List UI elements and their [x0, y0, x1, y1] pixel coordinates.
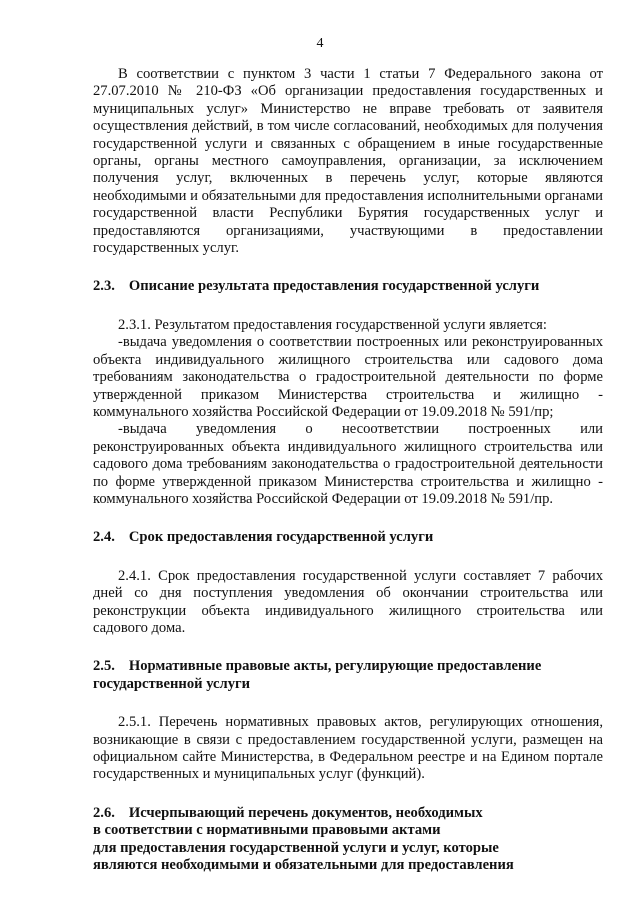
- page-number: 4: [316, 36, 324, 51]
- document-body: [93, 66, 603, 874]
- section-2-5-number: 2.5.: [93, 658, 115, 675]
- section-2-3-title: Описание результата предоставления государственной услуги: [128, 278, 540, 295]
- section-2-6-title-line-1: Исчерпывающий перечень документов, необходимых: [128, 804, 483, 821]
- section-2-6-heading: [93, 805, 603, 875]
- section-2-6-title-line-4: являются необходимыми и обязательными для предоставления: [93, 857, 514, 874]
- section-2-5-title-line-1: Нормативные правовые акты, регулирующие предоставление: [128, 658, 542, 675]
- section-2-4-1-paragraph: 2.4.1. Срок предоставления государственной услуги составляет 7 рабочих дней со дня поступления уведомления об окончании строительства или реконструкции объекта индивидуального жилищного строительства или садового дома.: [93, 567, 603, 636]
- section-2-4-number: 2.4.: [93, 529, 115, 546]
- result-item-compliance: -выдача уведомления о соответствии построенных или реконструированных объекта индивидуального жилищного строительства или садового дома требованиям законодательства о градостроительной деятельности по форме утвержденной приказом Министерства строительства и жилищно - коммунального хозяйства Российской Федерации от 19.09.2018 № 591/пр;: [93, 334, 603, 420]
- section-2-3-1-paragraph: 2.3.1. Результатом предоставления государственной услуги является:: [118, 316, 547, 333]
- result-item-noncompliance: -выдача уведомления о несоответствии построенных или реконструированных объекта индивидуального жилищного строительства или садового дома требованиям законодательства о градостроительной деятельности по форме утвержденной приказом Министерства строительства и жилищно - коммунального хозяйства Российской Федерации от 19.09.2018 № 591/пр.: [93, 421, 603, 507]
- section-2-6-number: 2.6.: [93, 804, 115, 821]
- section-2-6-title-line-3: для предоставления государственной услуги и услуг, которые: [93, 839, 499, 856]
- section-2-6-title-line-2: в соответствии с нормативными правовыми актами: [93, 822, 441, 839]
- section-2-5-1-paragraph: 2.5.1. Перечень нормативных правовых актов, регулирующих отношения, возникающие в связи с предоставлением государственной услуги, размещен на официальном сайте Министерства, в Федеральном реестре и на Едином портале государственных и муниципальных услуг (функций).: [93, 714, 603, 783]
- section-2-4-title: Срок предоставления государственной услуги: [128, 529, 434, 546]
- section-2-5-title-line-2: государственной услуги: [93, 675, 251, 692]
- section-2-3-number: 2.3.: [93, 278, 115, 295]
- section-2-4-heading: [93, 529, 603, 546]
- section-2-3-heading: [93, 278, 603, 295]
- intro-paragraph: В соответствии с пунктом 3 части 1 статьи 7 Федерального закона от 27.07.2010 № 210-ФЗ «Об организации предоставления государственных и муниципальных услуг» Министерство не вправе требовать от заявителя осуществления действий, в том числе согласований, необходимых для получения государственной услуги и связанных с обращением в иные государственные органы, органы местного самоуправления, организации, за исключением получения услуг, включенных в перечень услуг, которые являются необходимыми и обязательными для предоставления исполнительными органами государственной власти Республики Бурятия государственных услуг и предоставляются организациями, участвующими в предоставлении государственных услуг.: [93, 66, 603, 257]
- section-2-5-heading: [93, 658, 603, 693]
